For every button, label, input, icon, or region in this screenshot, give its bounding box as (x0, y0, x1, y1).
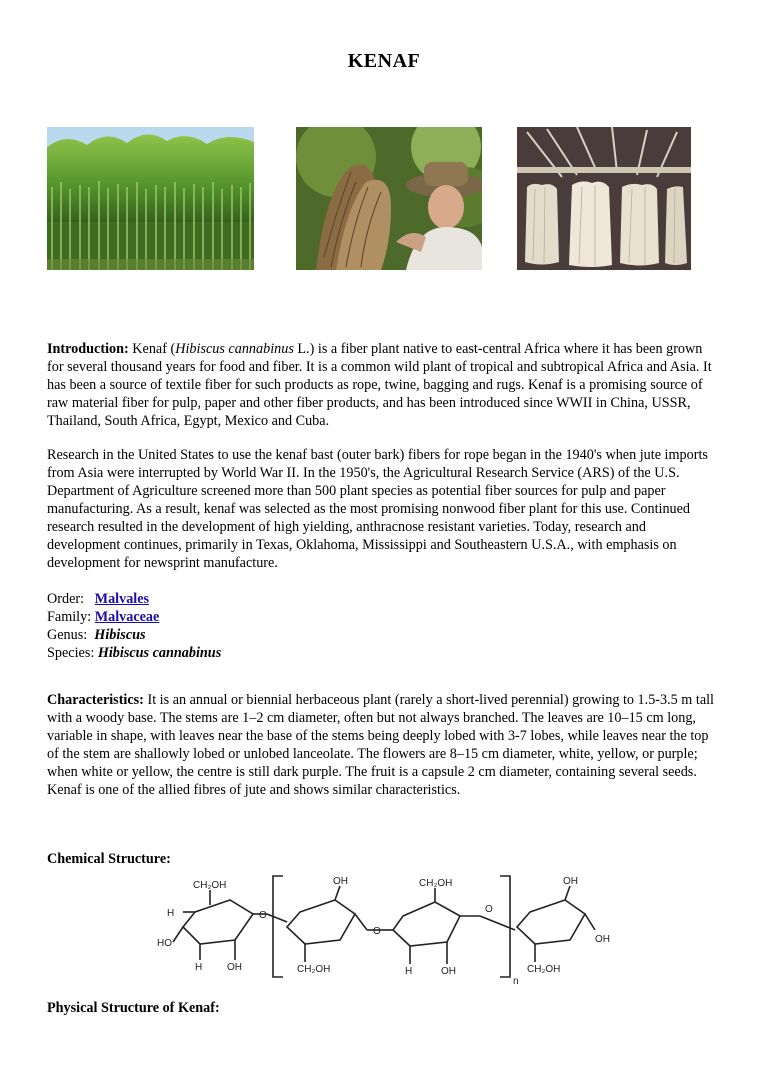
characteristics-label: Characteristics: (47, 692, 144, 708)
research-paragraph (47, 446, 722, 572)
taxonomy-family (47, 608, 722, 626)
chemical-structure-diagram (155, 872, 615, 987)
chem-label: OH (227, 962, 242, 973)
characteristics-text: It is an annual or biennial herbaceous plant (rarely a short-lived perennial) growing to 1.5-3.5 m tall with a woody base. The stems are 1–2 cm diameter, often but not always branched. The leaves are 10–15 cm long, variable in shape, with leaves near the base of the stems being deeply lobed with 3-7 lobes, while leaves near the top of the stem are shallowly lobed or unlobed lanceolate. The flowers are 8–15 cm diameter, white, yellow, or purple; when white or yellow, the centre is still dark purple. The fruit is a capsule 2 cm diameter, containing several seeds. Kenaf is one of the allied fibres of jute and shows similar characteristics. (47, 692, 714, 798)
taxonomy-order (47, 590, 722, 608)
order-label: Order: (47, 591, 85, 607)
intro-text-1: Kenaf ( (128, 341, 176, 357)
taxonomy-species (47, 644, 722, 662)
chem-label: CH₂OH (419, 878, 453, 889)
order-link[interactable]: Malvales (94, 591, 150, 607)
ring-2 (287, 900, 355, 944)
chem-label: CH₂OH (527, 964, 561, 975)
page-title: KENAF (347, 50, 421, 72)
chem-label: OH (441, 966, 456, 977)
man-with-kenaf-fiber-photo (296, 127, 482, 270)
chemical-structure-heading: Chemical Structure: (47, 851, 171, 867)
chem-label: OH (595, 934, 610, 945)
genus-value: Hibiscus (94, 627, 146, 643)
kenaf-fiber-bundles-photo (517, 127, 691, 270)
chem-label: n (513, 976, 519, 987)
genus-label: Genus: (47, 627, 88, 643)
introduction-label: Introduction: (47, 341, 129, 357)
intro-text-2: L.) is a fiber plant native to east-central Africa where it has been grown for several thousand years for food and fiber. It is a common wild plant of tropical and subtropical Africa and Asia. It has been a source of textile fiber for such products as rope, twine, bagging and rugs. Kenaf is a promising source of raw material fiber for pulp, paper and other fiber products, and has been introduced since WWII in China, USSR, Thailand, South Africa, Egypt, Mexico and Cuba. (47, 341, 712, 429)
species-value: Hibiscus cannabinus (97, 645, 222, 661)
scientific-name: Hibiscus cannabinus (175, 341, 294, 357)
chem-label: OH (333, 876, 348, 887)
chem-label: H (405, 966, 413, 977)
chem-label: O (259, 910, 267, 921)
chem-label: O (485, 904, 493, 915)
species-label: Species: (47, 645, 95, 661)
chem-label: HO (157, 938, 172, 949)
ring-3 (393, 902, 460, 946)
chem-label: CH₂OH (297, 964, 331, 975)
chem-label: H (167, 908, 175, 919)
ring-4 (517, 900, 585, 944)
chem-label: CH₂OH (193, 880, 227, 891)
physical-structure-heading: Physical Structure of Kenaf: (47, 1000, 220, 1016)
introduction-paragraph (47, 340, 722, 430)
chem-label: OH (563, 876, 578, 887)
kenaf-field-photo (47, 127, 254, 270)
family-label: Family: (47, 609, 92, 625)
chem-label: H (195, 962, 203, 973)
family-link[interactable]: Malvaceae (94, 609, 160, 625)
chem-label: O (373, 926, 381, 937)
research-text: Research in the United States to use the kenaf bast (outer bark) fibers for rope began in the 1940's when jute imports from Asia were interrupted by World War II. In the 1950's, the Agricultural Research Service (ARS) of the U.S. Department of Agriculture screened more than 500 plant species as potential fiber sources for pulp and paper manufacturing. As a result, kenaf was selected as the most promising nonwood fiber plant for this use. Continued research resulted in the development of high yielding, anthracnose resistant varieties. Today, research and development continues, primarily in Texas, Oklahoma, Mississippi and Southeastern U.S.A., with emphasis on development for newsprint manufacture. (47, 447, 708, 571)
taxonomy-list (47, 590, 722, 662)
taxonomy-genus (47, 626, 722, 644)
characteristics-paragraph (47, 691, 722, 799)
ring-1 (183, 900, 253, 944)
